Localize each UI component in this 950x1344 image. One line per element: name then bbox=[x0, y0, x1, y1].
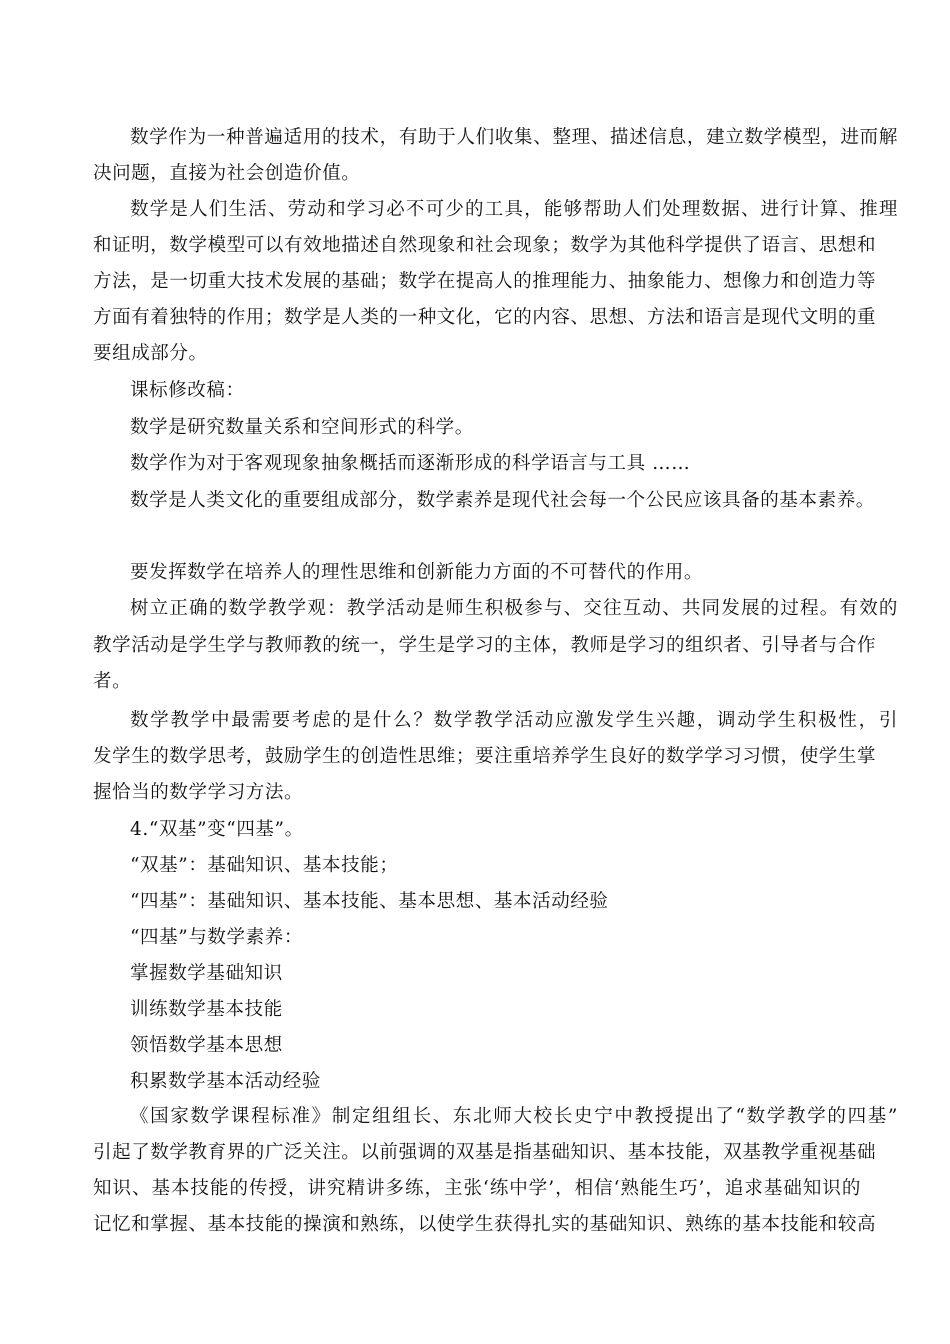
section-heading: 4.“双基”变“四基”。 bbox=[130, 819, 304, 840]
paragraph-line: 《国家数学课程标准》制定组组长、东北师大校长史宁中教授提出了“数学教学的四基” bbox=[130, 1106, 898, 1127]
paragraph-line: 决问题，直接为社会创造价值。 bbox=[93, 163, 361, 184]
paragraph-line: 发学生的数学思考，鼓励学生的创造性思维；要注重培养学生良好的数学学习习惯，使学生掌 bbox=[93, 746, 877, 767]
paragraph-line: 教学活动是学生学与教师教的统一，学生是学习的主体，教师是学习的组织者、引导者与合作 bbox=[93, 635, 877, 656]
paragraph-line: 数学作为一种普遍适用的技术，有助于人们收集、整理、描述信息，建立数学模型，进而解 bbox=[130, 127, 898, 148]
paragraph-line: 和证明，数学模型可以有效地描述自然现象和社会现象；数学为其他科学提供了语言、思想和 bbox=[93, 235, 877, 256]
paragraph-line: 数学是研究数量关系和空间形式的科学。 bbox=[130, 417, 474, 438]
paragraph-line: 握恰当的数学学习方法。 bbox=[93, 782, 304, 803]
section-label: 课标修改稿： bbox=[130, 380, 245, 401]
paragraph-line: 数学是人类文化的重要组成部分，数学素养是现代社会每一个公民应该具备的基本素养。 bbox=[130, 490, 875, 511]
list-item: “四基”与数学素养： bbox=[130, 927, 303, 948]
list-item: 领悟数学基本思想 bbox=[130, 1035, 283, 1056]
list-item: 训练数学基本技能 bbox=[130, 999, 283, 1020]
list-item: “四基”：基础知识、基本技能、基本思想、基本活动经验 bbox=[130, 891, 609, 912]
paragraph-line: 数学作为对于客观现象抽象概括而逐渐形成的科学语言与工具 …… bbox=[130, 453, 691, 474]
list-item: “双基”：基础知识、基本技能； bbox=[130, 855, 399, 876]
paragraph-line: 要组成部分。 bbox=[93, 343, 208, 364]
paragraph-line: 记忆和掌握、基本技能的操演和熟练，以使学生获得扎实的基础知识、熟练的基本技能和较高 bbox=[93, 1214, 877, 1235]
paragraph-line: 引起了数学教育界的广泛关注。以前强调的双基是指基础知识、基本技能，双基教学重视基础 bbox=[93, 1142, 877, 1163]
paragraph-line: 数学是人们生活、劳动和学习必不可少的工具，能够帮助人们处理数据、进行计算、推理 bbox=[130, 199, 898, 220]
paragraph-line: 者。 bbox=[93, 671, 132, 692]
paragraph-line: 方面有着独特的作用；数学是人类的一种文化，它的内容、思想、方法和语言是现代文明的重 bbox=[93, 307, 877, 328]
paragraph-line: 树立正确的数学教学观：教学活动是师生积极参与、交往互动、共同发展的过程。有效的 bbox=[130, 598, 898, 619]
paragraph-line: 要发挥数学在培养人的理性思维和创新能力方面的不可替代的作用。 bbox=[130, 562, 704, 583]
paragraph-line: 方法，是一切重大技术发展的基础；数学在提高人的推理能力、抽象能力、想像力和创造力等 bbox=[93, 271, 877, 292]
list-item: 积累数学基本活动经验 bbox=[130, 1071, 322, 1092]
paragraph-line: 数学教学中最需要考虑的是什么？数学教学活动应激发学生兴趣，调动学生积极性，引 bbox=[130, 710, 898, 731]
list-item: 掌握数学基础知识 bbox=[130, 963, 283, 984]
paragraph-line: 知识、基本技能的传授，讲究精讲多练，主张‘练中学’，相信‘熟能生巧’，追求基础知识的 bbox=[93, 1178, 861, 1199]
